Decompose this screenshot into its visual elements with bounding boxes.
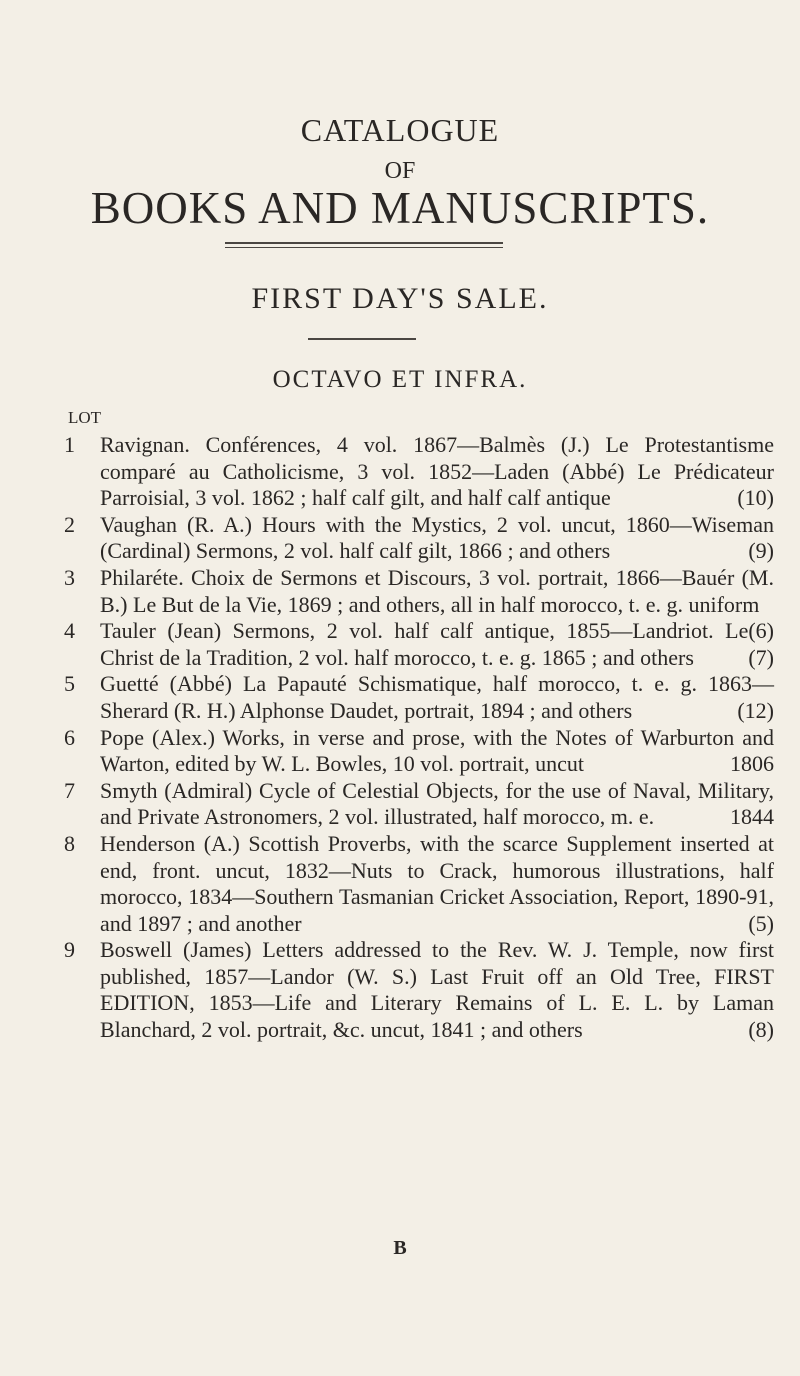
lot-text: Henderson (A.) Scottish Proverbs, with the scarce Supplement inserted at end, front. uncut, 1832—Nuts to Crack, humorous illustrations, half morocco, 1834—Southern Tasmanian Cricket Association, Report, 1890-91, and 1897 ; and another xyxy=(100,830,774,936)
lot-description xyxy=(100,432,774,512)
lot-text: Philaréte. Choix de Sermons et Discours, 3 vol. portrait, 1866—Bauér (M. B.) Le But de la Vie, 1869 ; and others, all in half morocco, t. e. g. uniform xyxy=(100,564,774,617)
double-rule-top xyxy=(225,242,503,244)
lot-count: (8) xyxy=(748,1017,774,1043)
lot-text: Boswell (James) Letters addressed to the Rev. W. J. Temple, now first published, 1857—Landor (W. S.) Last Fruit off an Old Tree, FIRST EDITION, 1853—Life and Literary Remains of L. E. L. by Laman Blanchard, 2 vol. portrait, &c. uncut, 1841 ; and others xyxy=(100,937,774,1043)
lot-entry xyxy=(64,618,774,671)
short-rule xyxy=(308,338,416,340)
lot-text: Tauler (Jean) Sermons, 2 vol. half calf antique, 1855—Landriot. Le Christ de la Tradition, 2 vol. half morocco, t. e. g. 1865 ; and others xyxy=(100,618,749,670)
lot-description xyxy=(100,937,774,1043)
lot-date: 1844 xyxy=(730,804,774,830)
lot-description xyxy=(100,725,774,778)
lot-column-label: LOT xyxy=(68,408,102,427)
lot-count: (12) xyxy=(737,697,774,723)
lot-number: 6 xyxy=(64,724,75,750)
lot-text: Smyth (Admiral) Cycle of Celestial Objects, for the use of Naval, Military, and Private Astronomers, 2 vol. illustrated, half morocco, m. e. xyxy=(100,777,774,830)
lot-count: (7) xyxy=(748,644,774,670)
lot-description xyxy=(100,831,774,937)
lot-entry xyxy=(64,831,774,937)
lot-entry xyxy=(64,432,774,512)
lot-number: 7 xyxy=(64,777,75,803)
lot-entry xyxy=(64,671,774,724)
lot-text: Pope (Alex.) Works, in verse and prose, with the Notes of Warburton and Warton, edited by W. L. Bowles, 10 vol. portrait, uncut xyxy=(100,724,774,777)
catalogue-subtitle: BOOKS AND MANUSCRIPTS. xyxy=(90,183,710,233)
lot-number: 5 xyxy=(64,671,75,697)
lot-entry xyxy=(64,937,774,1043)
lot-number: 2 xyxy=(64,511,75,537)
lot-description xyxy=(100,512,774,565)
lot-count: (6) xyxy=(748,618,774,644)
lot-count: (10) xyxy=(737,485,774,511)
lot-list xyxy=(64,432,774,1044)
lot-text: Guetté (Abbé) La Papauté Schismatique, half morocco, t. e. g. 1863—Sherard (R. H.) Alphonse Daudet, portrait, 1894 ; and others xyxy=(100,671,774,723)
lot-count: (9) xyxy=(748,538,774,564)
section-heading: OCTAVO ET INFRA. xyxy=(272,366,528,393)
lot-number: 8 xyxy=(64,830,75,856)
lot-number: 3 xyxy=(64,564,75,590)
lot-description xyxy=(100,671,774,724)
lot-description xyxy=(100,778,774,831)
lot-entry xyxy=(64,512,774,565)
signature-mark: B xyxy=(393,1237,407,1259)
lot-entry xyxy=(64,778,774,831)
lot-text: Vaughan (R. A.) Hours with the Mystics, 2 vol. uncut, 1860—Wiseman (Cardinal) Sermons, 2 vol. half calf gilt, 1866 ; and others xyxy=(100,511,774,564)
catalogue-title: CATALOGUE xyxy=(300,112,500,148)
catalogue-of: OF xyxy=(384,158,416,184)
lot-number: 4 xyxy=(64,618,75,644)
double-rule-bottom xyxy=(225,247,503,248)
sale-heading: FIRST DAY'S SALE. xyxy=(251,282,549,315)
lot-number: 1 xyxy=(64,432,75,457)
lot-entry xyxy=(64,725,774,778)
lot-text: Ravignan. Conférences, 4 vol. 1867—Balmès (J.) Le Protestantisme comparé au Catholicisme, 3 vol. 1852—Laden (Abbé) Le Prédicateur Parroisial, 3 vol. 1862 ; half calf gilt, and half calf antique xyxy=(100,432,774,511)
lot-number: 9 xyxy=(64,937,75,963)
lot-count: (5) xyxy=(748,910,774,936)
lot-date: 1806 xyxy=(730,751,774,777)
lot-description xyxy=(100,618,774,671)
